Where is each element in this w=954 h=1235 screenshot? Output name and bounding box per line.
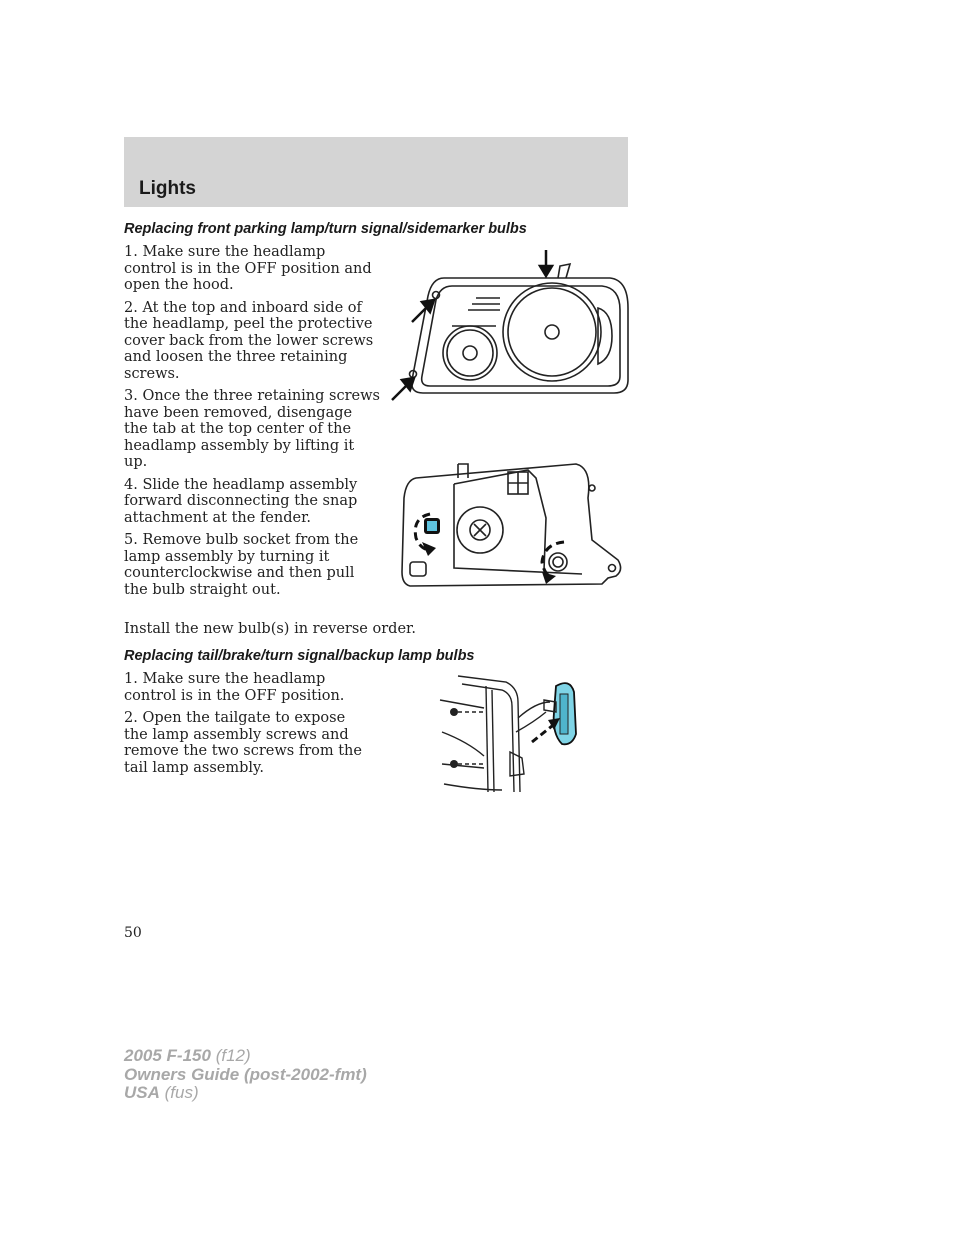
step-1: 1. Make sure the headlamp control is in the OFF position and open the hood. bbox=[124, 244, 372, 293]
headlamp-rear-illustration bbox=[396, 458, 632, 594]
footer-line-3 bbox=[124, 1084, 367, 1103]
front-lamp-heading: Replacing front parking lamp/turn signal/sidemarker bulbs bbox=[124, 221, 527, 237]
front-lamp-steps bbox=[124, 244, 380, 604]
step-2: 2. At the top and inboard side of the headlamp, peel the protective cover back from the lower screws and loosen the three retaining screws. bbox=[124, 299, 374, 382]
tail-lamp-heading: Replacing tail/brake/turn signal/backup lamp bulbs bbox=[124, 648, 475, 664]
tail-lamp-steps bbox=[124, 671, 372, 782]
reinstall-note: Install the new bulb(s) in reverse order. bbox=[124, 621, 416, 637]
step-4: 4. Slide the headlamp assembly forward disconnecting the snap attachment at the fender. bbox=[124, 476, 358, 526]
footer-market: USA bbox=[124, 1083, 160, 1102]
tail-lamp-illustration bbox=[438, 672, 586, 798]
footer-guide: Owners Guide (post-2002-fmt) bbox=[124, 1064, 367, 1084]
step-2: 2. Open the tailgate to expose the lamp assembly screws and remove the two screws from the tail lamp assembly. bbox=[124, 710, 362, 776]
footer-model-code: (f12) bbox=[215, 1046, 251, 1065]
step-3: 3. Once the three retaining screws have been removed, disengage the tab at the top center of the headlamp assembly by lifting it up. bbox=[124, 388, 380, 470]
page-number: 50 bbox=[124, 925, 142, 941]
section-title: Lights bbox=[139, 178, 196, 199]
step-5: 5. Remove bulb socket from the lamp assembly by turning it counterclockwise and then pull the bulb straight out. bbox=[124, 532, 359, 598]
footer-market-code: (fus) bbox=[164, 1083, 199, 1102]
document-footer bbox=[124, 1047, 367, 1103]
step-1: 1. Make sure the headlamp control is in the OFF position. bbox=[124, 671, 345, 704]
footer-line-1 bbox=[124, 1047, 367, 1066]
headlamp-front-illustration bbox=[388, 248, 632, 403]
footer-model: 2005 F-150 bbox=[124, 1046, 211, 1065]
section-header-band bbox=[124, 137, 628, 207]
